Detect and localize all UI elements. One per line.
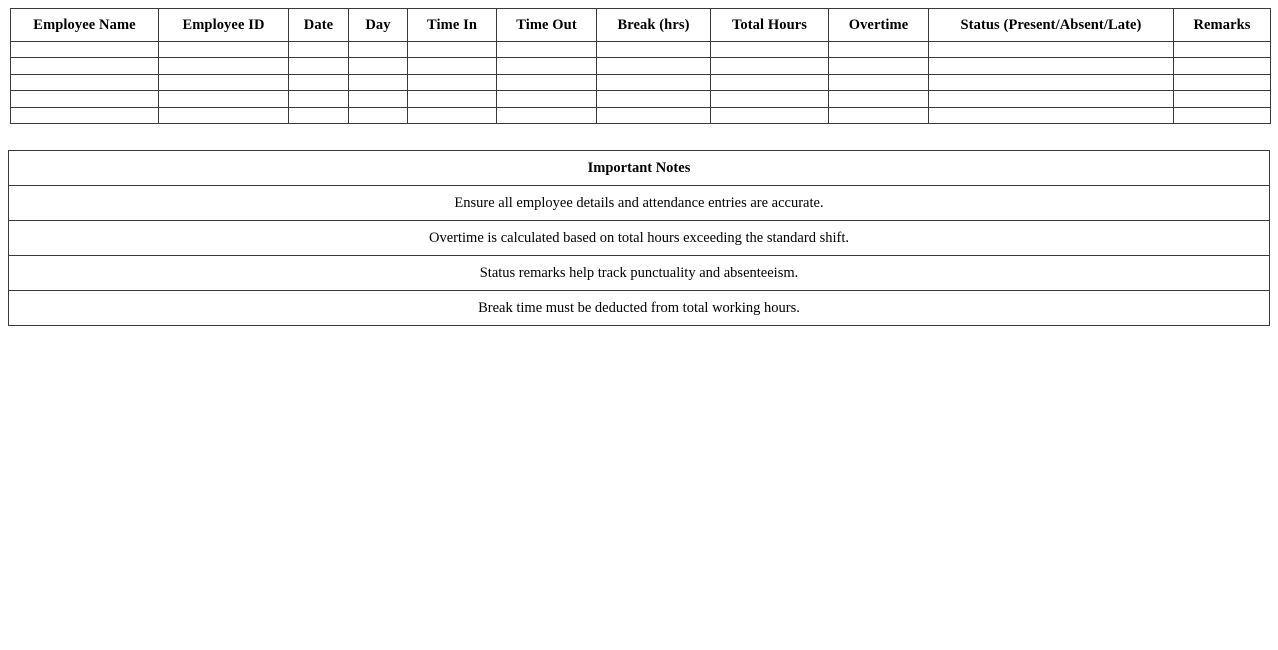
cell-date[interactable] <box>289 91 349 107</box>
column-header-date: Date <box>289 9 349 42</box>
cell-remarks[interactable] <box>1174 58 1271 74</box>
cell-break-hrs[interactable] <box>597 74 711 90</box>
list-item <box>9 186 1270 221</box>
cell-overtime[interactable] <box>829 74 929 90</box>
note-item-2: Overtime is calculated based on total hours exceeding the standard shift. <box>9 221 1270 256</box>
cell-break-hrs[interactable] <box>597 58 711 74</box>
note-item-1: Ensure all employee details and attendance entries are accurate. <box>9 186 1270 221</box>
table-row[interactable] <box>11 107 1271 123</box>
table-row[interactable] <box>11 42 1271 58</box>
cell-time-out[interactable] <box>497 107 597 123</box>
column-header-overtime: Overtime <box>829 9 929 42</box>
cell-total-hours[interactable] <box>711 74 829 90</box>
cell-time-out[interactable] <box>497 58 597 74</box>
column-header-break-hrs: Break (hrs) <box>597 9 711 42</box>
important-notes-table <box>8 150 1270 326</box>
cell-day[interactable] <box>349 58 408 74</box>
attendance-body <box>11 42 1271 124</box>
notes-heading: Important Notes <box>9 151 1270 186</box>
column-header-time-in: Time In <box>408 9 497 42</box>
note-item-4: Break time must be deducted from total working hours. <box>9 291 1270 326</box>
cell-employee-name[interactable] <box>11 58 159 74</box>
cell-total-hours[interactable] <box>711 91 829 107</box>
cell-time-in[interactable] <box>408 107 497 123</box>
cell-break-hrs[interactable] <box>597 107 711 123</box>
column-header-status: Status (Present/Absent/Late) <box>929 9 1174 42</box>
column-header-day: Day <box>349 9 408 42</box>
cell-time-out[interactable] <box>497 74 597 90</box>
list-item <box>9 256 1270 291</box>
cell-overtime[interactable] <box>829 42 929 58</box>
cell-remarks[interactable] <box>1174 74 1271 90</box>
cell-break-hrs[interactable] <box>597 91 711 107</box>
note-item-3: Status remarks help track punctuality and absenteeism. <box>9 256 1270 291</box>
cell-time-out[interactable] <box>497 42 597 58</box>
cell-day[interactable] <box>349 91 408 107</box>
cell-time-in[interactable] <box>408 91 497 107</box>
column-header-employee-name: Employee Name <box>11 9 159 42</box>
column-header-employee-id: Employee ID <box>159 9 289 42</box>
cell-status[interactable] <box>929 42 1174 58</box>
cell-employee-id[interactable] <box>159 107 289 123</box>
cell-status[interactable] <box>929 107 1174 123</box>
cell-employee-id[interactable] <box>159 42 289 58</box>
cell-remarks[interactable] <box>1174 91 1271 107</box>
attendance-table <box>10 8 1271 124</box>
cell-employee-id[interactable] <box>159 74 289 90</box>
attendance-header-row <box>11 9 1271 42</box>
list-item <box>9 291 1270 326</box>
cell-overtime[interactable] <box>829 91 929 107</box>
cell-employee-name[interactable] <box>11 107 159 123</box>
cell-status[interactable] <box>929 91 1174 107</box>
notes-body <box>9 186 1270 326</box>
list-item <box>9 221 1270 256</box>
cell-time-in[interactable] <box>408 58 497 74</box>
cell-total-hours[interactable] <box>711 107 829 123</box>
cell-employee-id[interactable] <box>159 91 289 107</box>
cell-day[interactable] <box>349 74 408 90</box>
cell-date[interactable] <box>289 42 349 58</box>
cell-date[interactable] <box>289 58 349 74</box>
cell-employee-id[interactable] <box>159 58 289 74</box>
cell-status[interactable] <box>929 58 1174 74</box>
cell-day[interactable] <box>349 42 408 58</box>
cell-date[interactable] <box>289 74 349 90</box>
cell-employee-name[interactable] <box>11 91 159 107</box>
cell-remarks[interactable] <box>1174 42 1271 58</box>
cell-total-hours[interactable] <box>711 42 829 58</box>
table-row[interactable] <box>11 74 1271 90</box>
cell-employee-name[interactable] <box>11 74 159 90</box>
cell-status[interactable] <box>929 74 1174 90</box>
column-header-time-out: Time Out <box>497 9 597 42</box>
important-notes-container <box>8 150 1270 326</box>
table-row[interactable] <box>11 91 1271 107</box>
attendance-table-container <box>10 8 1270 124</box>
column-header-total-hours: Total Hours <box>711 9 829 42</box>
notes-header-row <box>9 151 1270 186</box>
table-row[interactable] <box>11 58 1271 74</box>
cell-time-in[interactable] <box>408 74 497 90</box>
cell-employee-name[interactable] <box>11 42 159 58</box>
cell-break-hrs[interactable] <box>597 42 711 58</box>
cell-day[interactable] <box>349 107 408 123</box>
cell-overtime[interactable] <box>829 58 929 74</box>
column-header-remarks: Remarks <box>1174 9 1271 42</box>
cell-total-hours[interactable] <box>711 58 829 74</box>
cell-overtime[interactable] <box>829 107 929 123</box>
cell-time-in[interactable] <box>408 42 497 58</box>
cell-time-out[interactable] <box>497 91 597 107</box>
cell-date[interactable] <box>289 107 349 123</box>
cell-remarks[interactable] <box>1174 107 1271 123</box>
